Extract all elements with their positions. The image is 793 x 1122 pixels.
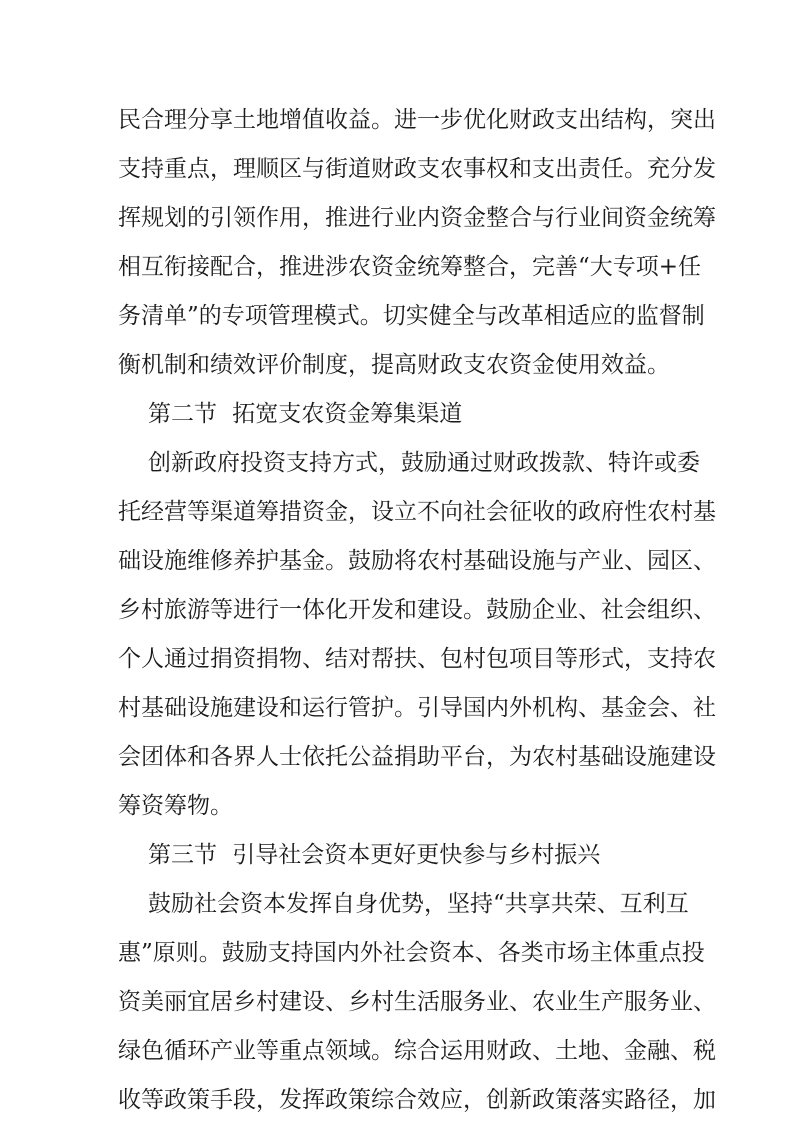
paragraph-line: 支持重点，理顺区与街道财政支农事权和支出责任。充分发: [118, 156, 716, 182]
paragraph-line: 乡村旅游等进行一体化开发和建设。鼓励企业、社会组织、: [118, 597, 716, 623]
paragraph-line: 个人通过捐资捐物、结对帮扶、包村包项目等形式，支持农: [118, 646, 716, 672]
paragraph-line: 惠”原则。鼓励支持国内外社会资本、各类市场主体重点投: [118, 940, 705, 966]
paragraph-line: 村基础设施建设和运行管护。引导国内外机构、基金会、社: [118, 695, 716, 721]
paragraph-line: 资美丽宜居乡村建设、乡村生活服务业、农业生产服务业、: [118, 989, 716, 1015]
paragraph-line: 民合理分享土地增值收益。进一步优化财政支出结构，突出: [118, 107, 716, 133]
paragraph-line: 衡机制和绩效评价制度，提高财政支农资金使用效益。: [118, 352, 670, 378]
paragraph-line: 绿色循环产业等重点领域。综合运用财政、土地、金融、税: [118, 1038, 716, 1064]
section-heading-3: 第三节 引导社会资本更好更快参与乡村振兴: [148, 842, 601, 868]
paragraph-line: 础设施维修养护基金。鼓励将农村基础设施与产业、园区、: [118, 548, 716, 574]
paragraph-line: 筹资筹物。: [118, 793, 233, 819]
section-heading-2: 第二节 拓宽支农资金筹集渠道: [148, 401, 463, 427]
paragraph-line: 托经营等渠道筹措资金，设立不向社会征收的政府性农村基: [118, 499, 716, 525]
paragraph-line: 相互衔接配合，推进涉农资金统筹整合，完善“大专项+任: [118, 254, 702, 280]
paragraph-line: 会团体和各界人士依托公益捐助平台，为农村基础设施建设: [118, 744, 716, 770]
paragraph-line: 收等政策手段，发挥政策综合效应，创新政策落实路径，加: [118, 1087, 716, 1113]
paragraph-line: 挥规划的引领作用，推进行业内资金整合与行业间资金统筹: [118, 205, 716, 231]
paragraph-line: 鼓励社会资本发挥自身优势，坚持“共享共荣、互利互: [148, 891, 689, 917]
paragraph-line: 务清单”的专项管理模式。切实健全与改革相适应的监督制: [118, 303, 705, 329]
paragraph-line: 创新政府投资支持方式，鼓励通过财政拨款、特许或委: [148, 450, 700, 476]
